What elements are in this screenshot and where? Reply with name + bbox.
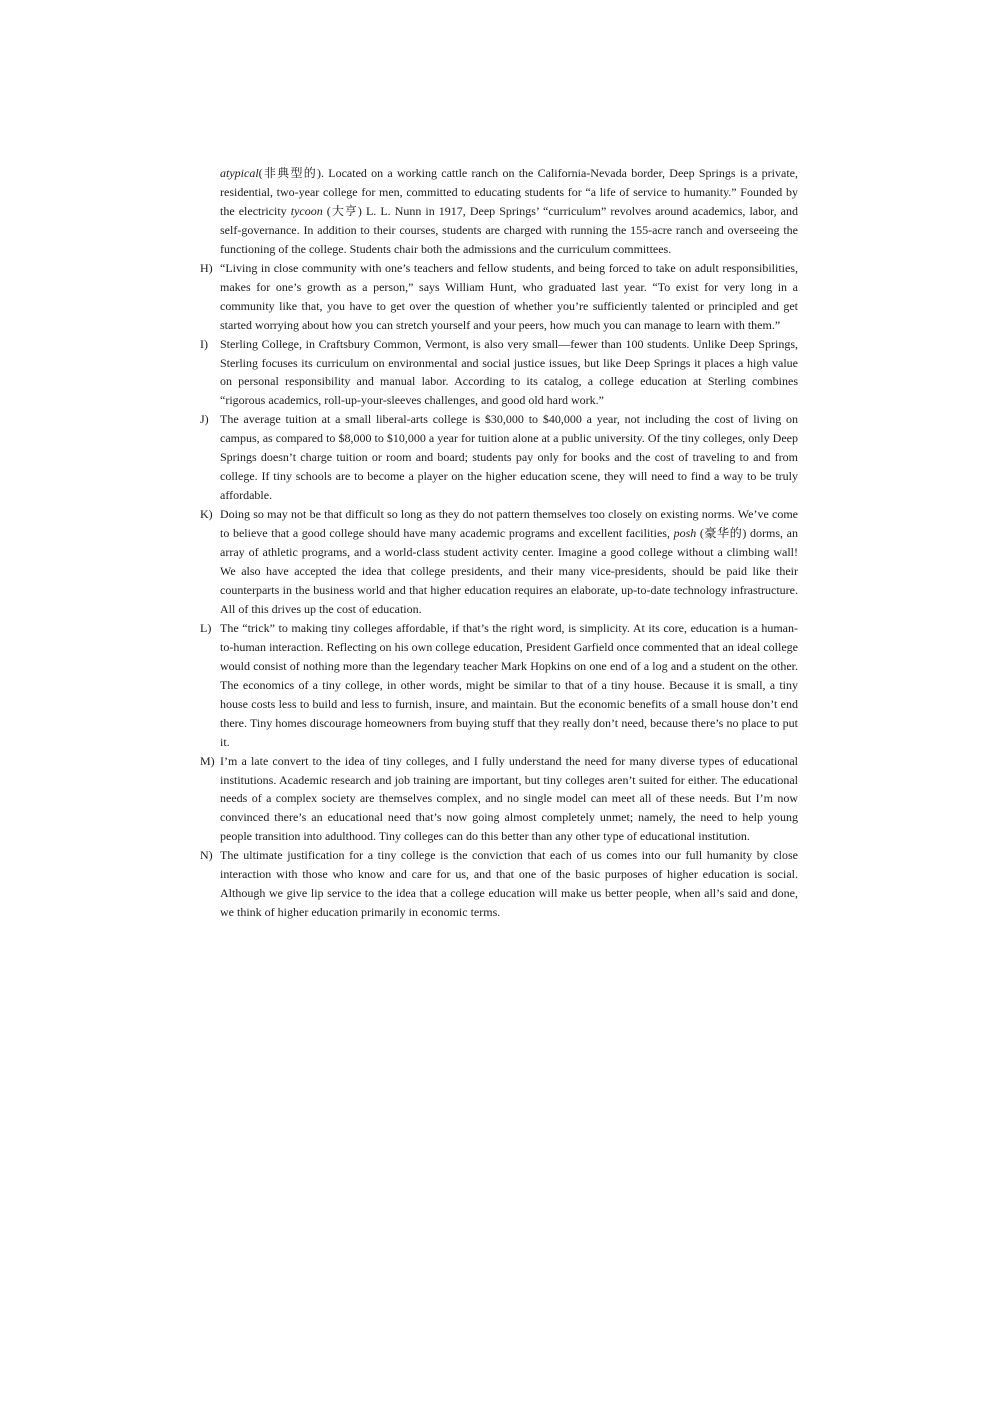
text-run: The “trick” to making tiny colleges affordable, if that’s the right word, is simplicity. At its core, education is a human-to-human interaction. Reflecting on his own college education, President Garfield once commented that an ideal college would consist of nothing more than the legendary teacher Mark Hopkins on one end of a log and a student on the other. The economics of a tiny college, in other words, might be similar to that of a tiny house. Because it is small, a tiny house costs less to build and less to furnish, insure, and maintain. But the economic benefits of a small house don’t end there. Tiny homes discourage homeowners from buying stuff that they really don’t need, because there’s no place to put it. <box>220 620 798 749</box>
text-run: The average tuition at a small liberal-arts college is $30,000 to $40,000 a year, not including the cost of living on campus, as compared to $8,000 to $10,000 a year for tuition alone at a public university. Of the tiny colleges, only Deep Springs doesn’t charge tuition or room and board; students pay only for books and the cost of traveling to and from college. If tiny schools are to become a player on the higher education scene, they will need to find a way to be truly affordable. <box>220 412 798 503</box>
paragraph-label: L) <box>200 620 212 635</box>
paragraph-text <box>220 505 798 619</box>
text-run: The ultimate justification for a tiny college is the conviction that each of us comes into our full humanity by close interaction with those who know and care for us, and that one of the basic purposes of higher education is social. Although we give lip service to the idea that a college education will make us better people, when all’s said and done, we think of higher education primarily in economic terms. <box>220 848 798 920</box>
text-run: I’m a late convert to the idea of tiny colleges, and I fully understand the need for many diverse types of educational institutions. Academic research and job training are important, but tiny colleges aren’t suited for either. The educational needs of a complex society are themselves complex, and no single model can meet all of these needs. But I’m now convinced there’s an educational need that’s now going almost completely unmet; namely, the need to help young people transition into adulthood. Tiny colleges can do this better than any other type of educational institution. <box>220 753 798 844</box>
text-run: (豪华的) dorms, an array of athletic programs, and a world-class student activity center. Imagine a good college without a climbing wall! We also have accepted the idea that college presidents, and their many vice-presidents, should be paid like their counterparts in the business world and that higher education requires an elaborate, up-to-date technology infrastructure. All of this drives up the cost of education. <box>220 526 798 616</box>
paragraph-text <box>220 164 798 259</box>
paragraph-text <box>220 619 798 752</box>
paragraph-text <box>220 846 798 922</box>
document-page <box>200 164 798 922</box>
paragraph <box>200 846 798 922</box>
paragraph <box>200 619 798 752</box>
paragraph-text <box>220 335 798 411</box>
paragraph-text <box>220 410 798 505</box>
paragraph <box>200 410 798 505</box>
paragraph <box>200 752 798 847</box>
paragraph <box>200 164 798 259</box>
text-run: Sterling College, in Craftsbury Common, Vermont, is also very small—fewer than 100 students. Unlike Deep Springs, Sterling focuses its curriculum on environmental and social justice issues, but like Deep Springs it places a high value on personal responsibility and manual labor. According to its catalog, a college education at Sterling combines “rigorous academics, roll-up-your-sleeves challenges, and good old hard work.” <box>220 336 798 408</box>
paragraph <box>200 259 798 335</box>
text-run: “Living in close community with one’s teachers and fellow students, and being forced to take on adult responsibilities, makes for one’s growth as a person,” says William Hunt, who graduated last year. “To exist for very long in a community like that, you have to get over the question of whether you’re sufficiently talented or principled and get started worrying about how you can stretch yourself and your peers, how much you can manage to learn with them.” <box>220 260 798 332</box>
paragraph-label: N) <box>200 848 213 863</box>
italic-term: atypical <box>220 166 259 180</box>
paragraph-label: H) <box>200 260 213 275</box>
paragraph-label: M) <box>200 753 215 768</box>
paragraph-label: I) <box>200 336 208 351</box>
italic-term: posh <box>673 526 697 541</box>
paragraph <box>200 505 798 619</box>
paragraph-label: J) <box>200 412 209 427</box>
paragraph <box>200 335 798 411</box>
text-run: (大亨) L. L. Nunn in 1917, Deep Springs’ “curriculum” revolves around academics, labor, and self-governance. In addition to their courses, students are charged with running the 155-acre ranch and overseeing the functioning of the college. Students chair both the admissions and the curriculum committees. <box>220 203 798 256</box>
italic-term: tycoon <box>290 203 323 218</box>
text-run: (非典型的). Located on a working cattle ranch on the California-Nevada border, Deep Springs is a private, residential, two-year college for men, committed to educating students for “a life of service to humanity.” Founded by the electricity <box>220 166 798 218</box>
paragraph-label: K) <box>200 507 213 522</box>
paragraph-text <box>220 752 798 847</box>
paragraph-text <box>220 259 798 335</box>
text-run: Doing so may not be that difficult so long as they do not pattern themselves too closely on existing norms. We’ve come to believe that a good college should have many academic programs and excellent facilities, <box>220 507 798 541</box>
